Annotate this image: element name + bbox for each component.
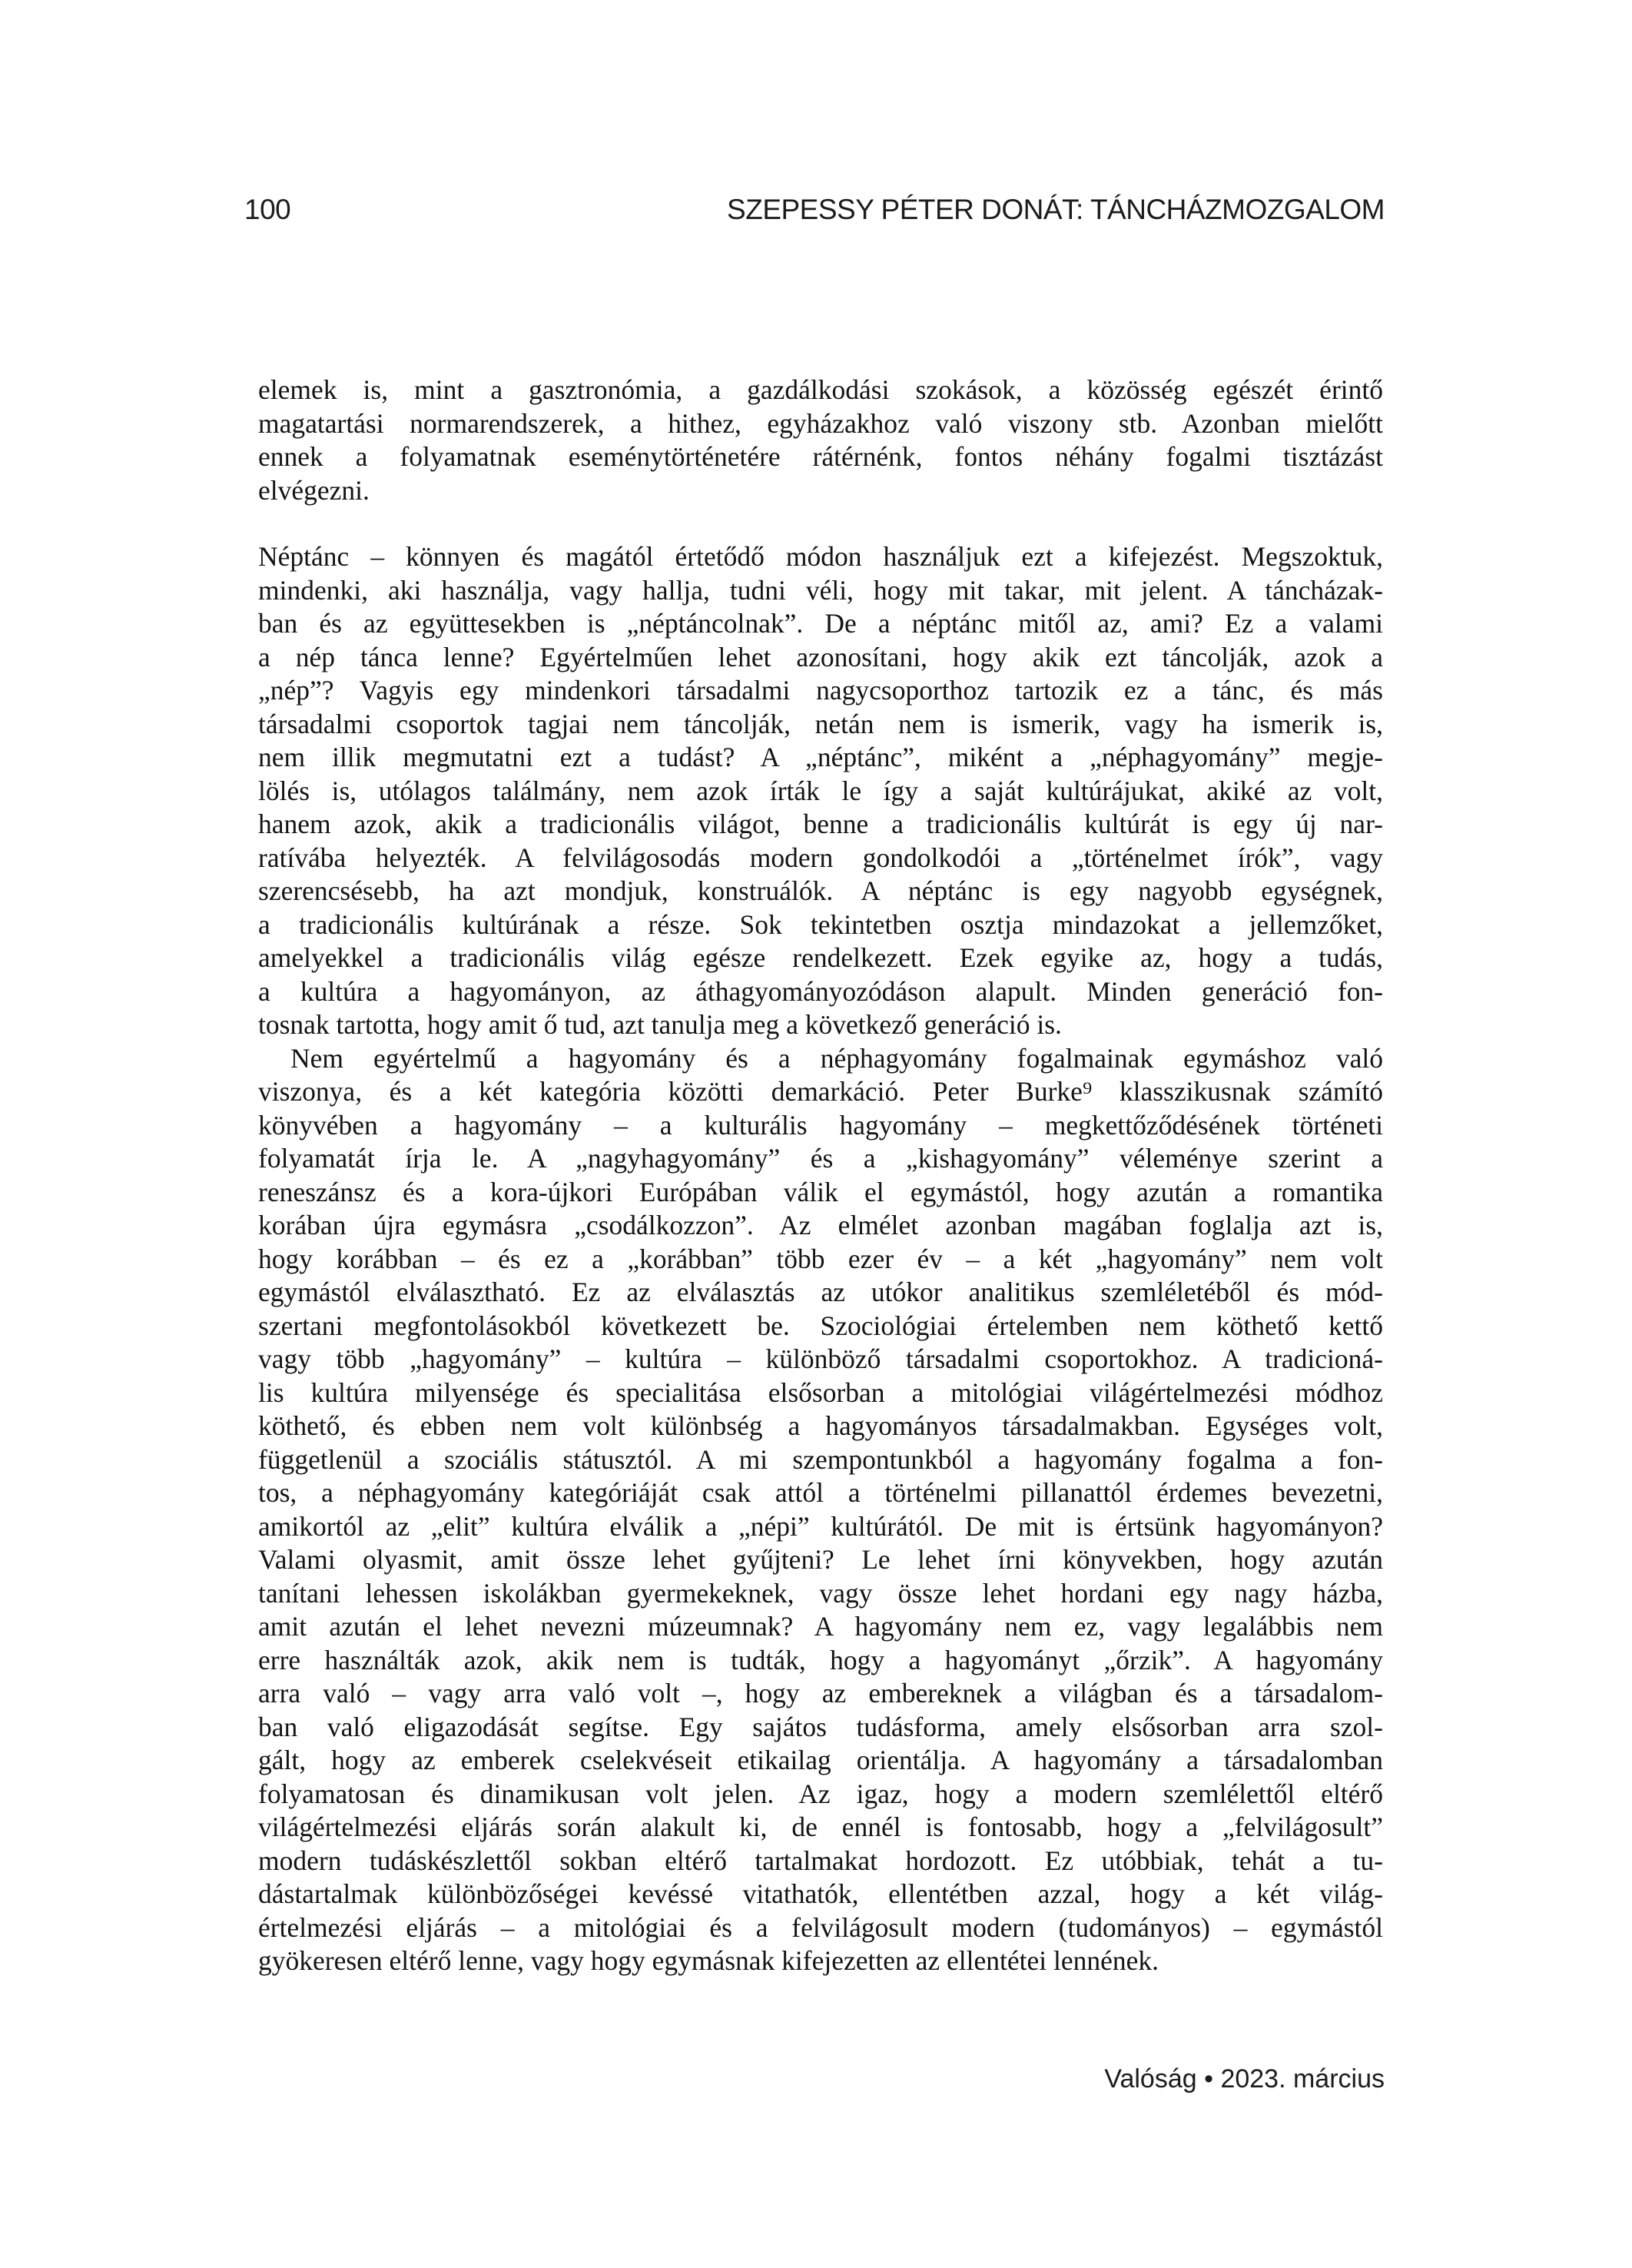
text-line: „nép”? Vagyis egy mindenkori társadalmi nagycsoporthoz tartozik ez a tánc, és más (258, 675, 1383, 706)
text-line: hanem azok, akik a tradicionális világot, benne a tradicionális kultúrát is egy új nar- (258, 809, 1383, 839)
text-line: Nem egyértelmű a hagyomány és a néphagyomány fogalmainak egymáshoz való (290, 1042, 1383, 1074)
paragraph (258, 1042, 1383, 1978)
text-line: amelyekkel a tradicionális világ egésze rendelkezett. Ezek egyike az, hogy a tudás, (258, 942, 1383, 973)
page-number: 100 (244, 194, 291, 225)
text-line: társadalmi csoportok tagjai nem táncolják, netán nem is ismerik, vagy ha ismerik is, (258, 708, 1383, 739)
text-line: tos, a néphagyomány kategóriáját csak attól a történelmi pillanattól érdemes bevezetni, (258, 1477, 1383, 1508)
text-line: lis kultúra milyensége és specialitása elsősorban a mitológiai világértelmezési módhoz (258, 1376, 1383, 1408)
text-line: magatartási normarendszerek, a hithez, egyházakhoz való viszony stb. Azonban mielőtt (258, 407, 1383, 439)
text-line: ban való eligazodását segítse. Egy sajátos tudásforma, amely elsősorban arra szol- (258, 1711, 1383, 1742)
journal-footer (1104, 2064, 1385, 2094)
text-line: elvégezni. (258, 474, 370, 506)
text-line: köthető, és ebben nem volt különbség a hagyományos társadalmakban. Egységes volt, (258, 1410, 1383, 1441)
text-line: a tradicionális kultúrának a része. Sok tekintetben osztja mindazokat a jellemzőket, (258, 908, 1383, 940)
text-line: modern tudáskészlettől sokban eltérő tartalmakat hordozott. Ez utóbbiak, tehát a tu- (258, 1845, 1383, 1876)
text-line: arra való – vagy arra való volt –, hogy az embereknek a világban és a társadalom- (258, 1678, 1383, 1708)
text-line: gyökeresen eltérő lenne, vagy hogy egymásnak kifejezetten az ellentétei lennének. (258, 1945, 1159, 1976)
article-body (258, 374, 1383, 1978)
text-line: hogy korábban – és ez a „korábban” több ezer év – a két „hagyomány” nem volt (258, 1243, 1383, 1274)
text-line: világértelmezési eljárás során alakult ki, de ennél is fontosabb, hogy a „felvilágosult” (258, 1811, 1383, 1842)
text-line: egymástól elválasztható. Ez az elválasztás az utókor analitikus szemléletéből és mód- (258, 1277, 1383, 1307)
text-line: ennek a folyamatnak eseménytörténetére rátérnénk, fontos néhány fogalmi tisztázást (258, 441, 1383, 472)
text-line: könyvében a hagyomány – a kulturális hagyomány – megkettőződésének történeti (258, 1109, 1383, 1141)
text-line: vagy több „hagyomány” – kultúra – különböző társadalmi csoportokhoz. A tradicioná- (258, 1343, 1383, 1374)
text-line: folyamatosan és dinamikusan volt jelen. Az igaz, hogy a modern szemlélettől eltérő (258, 1778, 1383, 1809)
text-line: tosnak tartotta, hogy amit ő tud, azt tanulja meg a következő generáció is. (258, 1009, 1062, 1040)
text-line: amit azután el lehet nevezni múzeumnak? A hagyomány nem ez, vagy legalábbis nem (258, 1611, 1383, 1642)
text-line: amikortól az „elit” kultúra elválik a „népi” kultúrától. De mit is értsünk hagyományon? (258, 1510, 1383, 1542)
text-line: ratívába helyezték. A felvilágosodás modern gondolkodói a „történelmet írók”, vagy (258, 842, 1383, 873)
text-line: függetlenül a szociális státusztól. A mi szempontunkból a hagyomány fogalma a fon- (258, 1443, 1383, 1475)
text-line: szerencsésebb, ha azt mondjuk, konstruálók. A néptánc is egy nagyobb egységnek, (258, 875, 1383, 906)
running-head (244, 194, 1385, 226)
text-line: Néptánc – könnyen és magától értetődő módon használjuk ezt a kifejezést. Megszoktuk, (258, 541, 1383, 572)
text-line: lölés is, utólagos találmány, nem azok írták le így a saját kultúrájukat, akiké az volt, (258, 775, 1383, 806)
text-line: Valami olyasmit, amit össze lehet gyűjteni? Le lehet írni könyvekben, hogy azután (258, 1544, 1383, 1575)
text-line: értelmezési eljárás – a mitológiai és a felvilágosult modern (tudományos) – egymástól (258, 1911, 1383, 1943)
text-line: a nép tánca lenne? Egyértelműen lehet azonosítani, hogy akik ezt táncolják, azok a (258, 641, 1383, 672)
text-line: a kultúra a hagyományon, az áthagyományozódáson alapult. Minden generáció fon- (258, 975, 1383, 1007)
text-line: korában újra egymásra „csodálkozzon”. Az elmélet azonban magában foglalja azt is, (258, 1210, 1383, 1240)
journal-footer-text: Valóság • 2023. március (1104, 2064, 1385, 2094)
text-line: reneszánsz és a kora-újkori Európában válik el egymástól, hogy azután a romantika (258, 1176, 1383, 1207)
text-line: tanítani lehessen iskolákban gyermekeknek, vagy össze lehet hordani egy nagy házba, (258, 1577, 1383, 1609)
text-line: gált, hogy az emberek cselekvéseit etikailag orientálja. A hagyomány a társadalomban (258, 1745, 1383, 1775)
running-title: SZEPESSY PÉTER DONÁT: TÁNCHÁZMOZGALOM (727, 194, 1385, 225)
text-line: szertani megfontolásokból következett be. Szociológiai értelemben nem köthető kettő (258, 1310, 1383, 1341)
text-line: viszonya, és a két kategória közötti demarkáció. Peter Burke⁹ klasszikusnak számító (258, 1076, 1383, 1107)
text-line: mindenki, aki használja, vagy hallja, tudni véli, hogy mit takar, mit jelent. A táncházak- (258, 574, 1383, 606)
paragraph (258, 540, 1383, 1042)
text-line: dástartalmak különbözőségei kevéssé vitathatók, ellentétben azzal, hogy a két világ- (258, 1878, 1383, 1909)
text-line: nem illik megmutatni ezt a tudást? A „néptánc”, miként a „néphagyomány” megje- (258, 742, 1383, 772)
paragraph (258, 374, 1383, 507)
text-line: erre használták azok, akik nem is tudták, hogy a hagyományt „őrzik”. A hagyomány (258, 1644, 1383, 1675)
text-line: elemek is, mint a gasztronómia, a gazdálkodási szokások, a közösség egészét érintő (258, 374, 1383, 405)
text-line: ban és az együttesekben is „néptáncolnak”. De a néptánc mitől az, ami? Ez a valami (258, 608, 1383, 639)
text-line: folyamatát írja le. A „nagyhagyomány” és a „kishagyomány” véleménye szerint a (258, 1143, 1383, 1174)
